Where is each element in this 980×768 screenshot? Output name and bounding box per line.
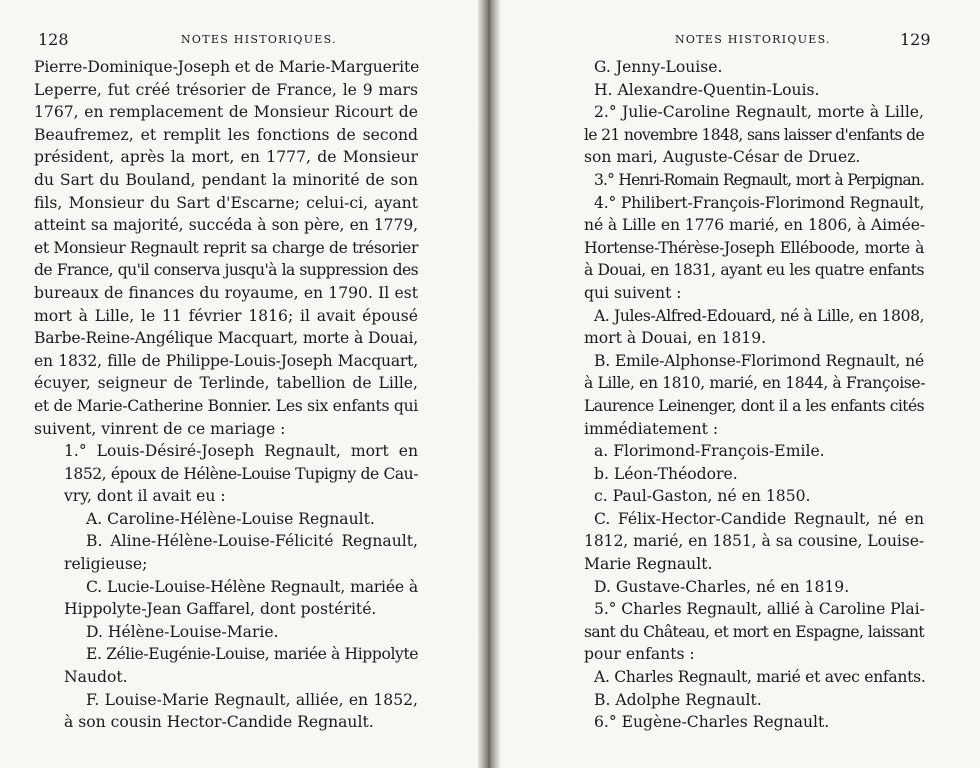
text-line: A. Charles Regnault, marié et avec enfants.: [594, 668, 926, 687]
text-line: en 1832, fille de Philippe-Louis-Joseph Macquart,: [34, 351, 418, 370]
right-page-text: [584, 56, 924, 734]
text-line: sant du Château, et mort en Espagne, laissant: [584, 622, 924, 641]
left-page-text: [34, 56, 418, 734]
text-line: qui suivent :: [584, 283, 682, 302]
text-line: C. Félix-Hector-Candide Regnault, né en: [594, 509, 924, 528]
text-line: 2.° Julie-Caroline Regnault, morte à Lille,: [594, 103, 924, 122]
text-line: suivent, vinrent de ce mariage :: [34, 419, 286, 438]
running-head-right: NOTES HISTORIQUES.: [675, 33, 831, 46]
text-line: du Sart du Bouland, pendant la minorité de son: [34, 170, 418, 189]
text-line: Beaufremez, et remplit les fonctions de second: [34, 125, 418, 144]
text-line: président, après la mort, en 1777, de Monsieur: [34, 148, 418, 167]
text-line: mort à Lille, le 11 février 1816; il avait épousé: [34, 306, 418, 325]
text-line: pour enfants :: [584, 645, 695, 664]
text-line: D. Hélène-Louise-Marie.: [86, 622, 279, 641]
text-line: bureaux de finances du royaume, en 1790. Il est: [34, 283, 418, 302]
text-line: 1.° Louis-Désiré-Joseph Regnault, mort en: [64, 442, 418, 461]
text-line: 1767, en remplacement de Monsieur Ricourt de: [34, 103, 418, 122]
text-line: vry, dont il avait eu :: [64, 487, 226, 506]
text-line: Marie Regnault.: [584, 555, 713, 574]
text-line: H. Alexandre-Quentin-Louis.: [594, 80, 820, 99]
text-line: mort à Douai, en 1819.: [584, 329, 767, 348]
text-line: B. Aline-Hélène-Louise-Félicité Regnault,: [86, 532, 418, 551]
text-line: 3.° Henri-Romain Regnault, mort à Perpignan.: [594, 170, 924, 189]
text-line: 5.° Charles Regnault, allié à Caroline Plai-: [594, 600, 925, 619]
text-line: Leperre, fut créé trésorier de France, le 9 mars: [34, 80, 418, 99]
text-line: D. Gustave-Charles, né en 1819.: [594, 577, 850, 596]
text-line: Pierre-Dominique-Joseph et de Marie-Marguerite: [34, 58, 420, 76]
text-line: Laurence Leinenger, dont il a les enfants cités: [584, 396, 924, 415]
right-page: [500, 0, 980, 768]
left-page: [0, 0, 478, 768]
text-line: né à Lille en 1776 marié, en 1806, à Aimée-: [584, 216, 926, 235]
text-line: C. Lucie-Louise-Hélène Regnault, mariée à: [86, 577, 418, 596]
text-line: fils, Monsieur du Sart d'Escarne; celui-ci, ayant: [34, 193, 418, 212]
text-line: son mari, Auguste-César de Druez.: [584, 148, 861, 167]
text-line: F. Louise-Marie Regnault, alliée, en 1852,: [86, 690, 418, 709]
text-line: Naudot.: [64, 668, 128, 687]
text-line: B. Adolphe Regnault.: [594, 690, 762, 709]
text-line: à son cousin Hector-Candide Regnault.: [64, 713, 374, 732]
book-spine: [478, 0, 500, 768]
page-number-left: 128: [38, 30, 69, 49]
text-line: atteint sa majorité, succéda à son père, en 1779,: [34, 216, 418, 235]
text-line: et Monsieur Regnault reprit sa charge de trésorier: [34, 238, 418, 257]
text-line: c. Paul-Gaston, né en 1850.: [594, 487, 811, 506]
text-line: de France, qu'il conserva jusqu'à la suppression des: [34, 261, 418, 280]
text-line: Hortense-Thérèse-Joseph Elléboode, morte à: [584, 238, 924, 257]
text-line: et de Marie-Catherine Bonnier. Les six enfants qui: [34, 396, 418, 415]
text-line: immédiatement :: [584, 419, 719, 438]
text-line: écuyer, seigneur de Terlinde, tabellion de Lille,: [34, 374, 418, 393]
text-line: 1852, époux de Hélène-Louise Tupigny de Cau-: [64, 464, 418, 483]
text-line: religieuse;: [64, 555, 148, 574]
text-line: A. Jules-Alfred-Edouard, né à Lille, en 1808,: [594, 306, 925, 325]
text-line: à Douai, en 1831, ayant eu les quatre enfants: [584, 261, 924, 280]
text-line: b. Léon-Théodore.: [594, 464, 738, 483]
text-line: A. Caroline-Hélène-Louise Regnault.: [86, 509, 375, 528]
page-number-right: 129: [900, 30, 931, 49]
text-line: a. Florimond-François-Emile.: [594, 442, 825, 461]
text-line: 6.° Eugène-Charles Regnault.: [594, 713, 830, 732]
text-line: 4.° Philibert-François-Florimond Regnault,: [594, 193, 925, 212]
text-line: G. Jenny-Louise.: [594, 58, 723, 76]
text-line: le 21 novembre 1848, sans laisser d'enfants de: [584, 125, 924, 144]
text-line: E. Zélie-Eugénie-Louise, mariée à Hippolyte: [86, 645, 419, 664]
text-line: Hippolyte-Jean Gaffarel, dont postérité.: [64, 600, 377, 619]
text-line: Barbe-Reine-Angélique Macquart, morte à Douai,: [34, 329, 418, 348]
text-line: 1812, marié, en 1851, à sa cousine, Louise-: [584, 532, 924, 551]
text-line: à Lille, en 1810, marié, en 1844, à Françoise-: [584, 374, 926, 393]
running-head-left: NOTES HISTORIQUES.: [181, 33, 337, 46]
text-line: B. Emile-Alphonse-Florimond Regnault, né: [594, 351, 924, 370]
